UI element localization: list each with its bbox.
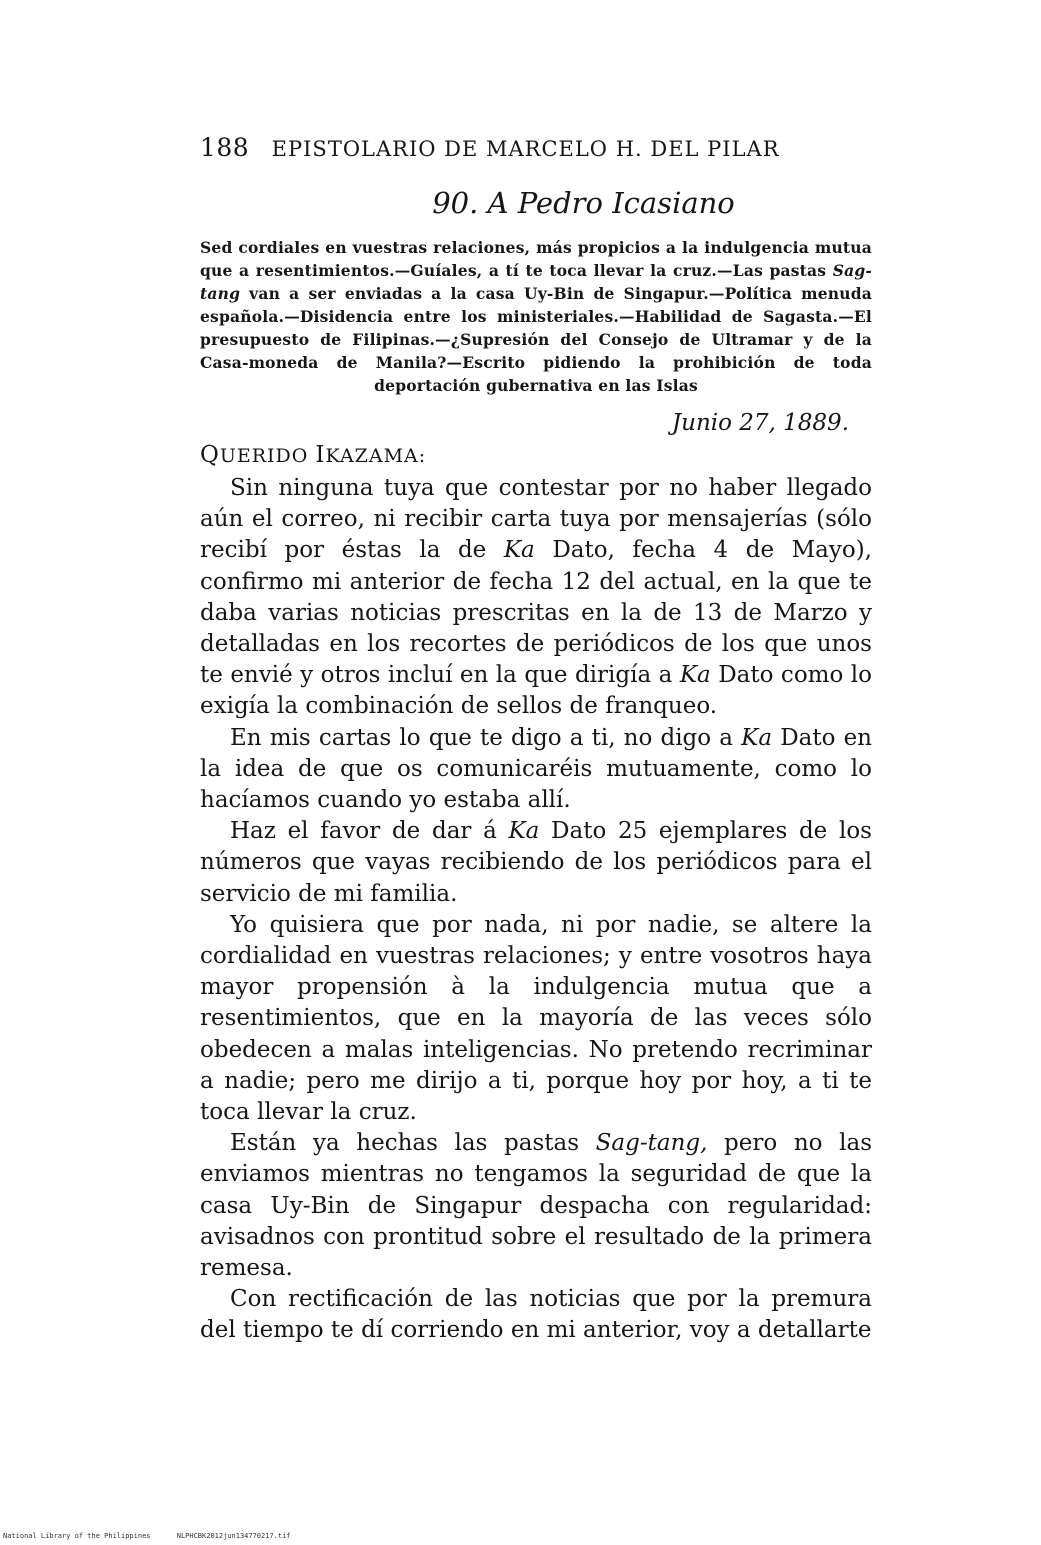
paragraph-text: Haz el favor de dar á xyxy=(230,818,509,845)
running-header xyxy=(200,133,860,162)
paragraph-text: Sin ninguna tuya que contestar por no haber llegado aún el correo, ni recibir carta tuya por mensajerías (sólo recibí por éstas la de xyxy=(200,475,872,564)
scan-footer xyxy=(3,1532,313,1540)
paragraph xyxy=(200,816,872,910)
salutation-initial: I xyxy=(315,442,326,468)
paragraph-italic: Ka xyxy=(741,724,773,751)
paragraph xyxy=(200,1284,872,1346)
summary-text: Sed cordiales en vuestras relaciones, más propicios a la indulgencia mutua que a resentimientos.—Guíales, a tí te toca llevar la cruz.—Las pastas xyxy=(200,238,872,280)
paragraph-text: Dato como lo exigía la combinación de sellos de franqueo. xyxy=(200,662,872,720)
page-number: 188 xyxy=(200,133,250,162)
paragraph-text: Con rectificación de las noticias que por la premura del tiempo te dí corriendo en mi anterior, voy a detallarte xyxy=(200,1286,872,1344)
salutation-initial: Q xyxy=(200,442,220,468)
paragraph-italic: Sag-tang, xyxy=(595,1130,708,1157)
summary-italic-term: Sag-tang xyxy=(200,261,872,303)
summary-text: van a ser enviadas a la casa Uy-Bin de Singapur.—Política menuda española.—Disidencia entre los ministeriales.—Habilidad de Sagasta.—El presupuesto de Filipinas.—¿Supresión del Consejo de Ultramar y de la Casa-moneda de Manila?—Escrito pidiendo la prohibición de toda deportación gubernativa en las Islas xyxy=(200,284,872,395)
running-title: EPISTOLARIO DE MARCELO H. DEL PILAR xyxy=(271,137,780,161)
paragraph-text: Yo quisiera que por nada, ni por nadie, se altere la cordialidad en vuestras relaciones; y entre vosotros haya mayor propensión à la indulgencia mutua que a resentimientos, que en la mayoría de las veces sólo obedecen a malas inteligencias. No pretendo recriminar a nadie; pero me dirijo a ti, porque hoy por hoy, a ti te toca llevar la cruz. xyxy=(200,911,872,1126)
paragraph xyxy=(200,910,872,1128)
letter-date: Junio 27, 1889. xyxy=(671,410,849,436)
salutation-smallcaps: UERIDO xyxy=(219,445,309,467)
paragraph-text: Dato 25 ejemplares de los números que vayas recibiendo de los periódicos para el servicio de mi familia. xyxy=(200,818,872,907)
salutation xyxy=(200,442,426,468)
paragraph-italic: Ka xyxy=(508,818,540,845)
letter-summary xyxy=(200,236,872,397)
paragraph-italic: Ka xyxy=(503,537,535,564)
paragraph-text: Dato en la idea de que os comunicaréis mutuamente, como lo hacíamos cuando yo estaba allí. xyxy=(200,724,872,814)
letter-title: 90. A Pedro Icasiano xyxy=(432,186,735,220)
paragraph-text: Están ya hechas las pastas xyxy=(230,1130,596,1157)
paragraph-text: Dato, fecha 4 de Mayo), confirmo mi anterior de fecha 12 del actual, en la que te daba varias noticias prescritas en la de 13 de Marzo y detalladas en los recortes de periódicos de los que unos te envié y otros incluí en la que dirigía a xyxy=(200,537,872,689)
footer-file-id: NLPHCBK2012jun134770217.tif xyxy=(176,1532,291,1540)
paragraph-text: En mis cartas lo que te digo a ti, no digo a xyxy=(230,724,742,751)
paragraph xyxy=(200,723,872,817)
letter-body xyxy=(200,473,872,1347)
salutation-smallcaps: KAZAMA: xyxy=(325,445,427,467)
paragraph-text: pero no las enviamos mientras no tengamos la seguridad de que la casa Uy-Bin de Singapur despacha con regularidad: avisadnos con prontitud sobre el resultado de la primera remesa. xyxy=(200,1130,872,1282)
paragraph xyxy=(200,1128,872,1284)
paragraph-italic: Ka xyxy=(679,662,711,689)
paragraph xyxy=(200,473,872,723)
footer-library: National Library of the Philippines xyxy=(3,1532,151,1540)
